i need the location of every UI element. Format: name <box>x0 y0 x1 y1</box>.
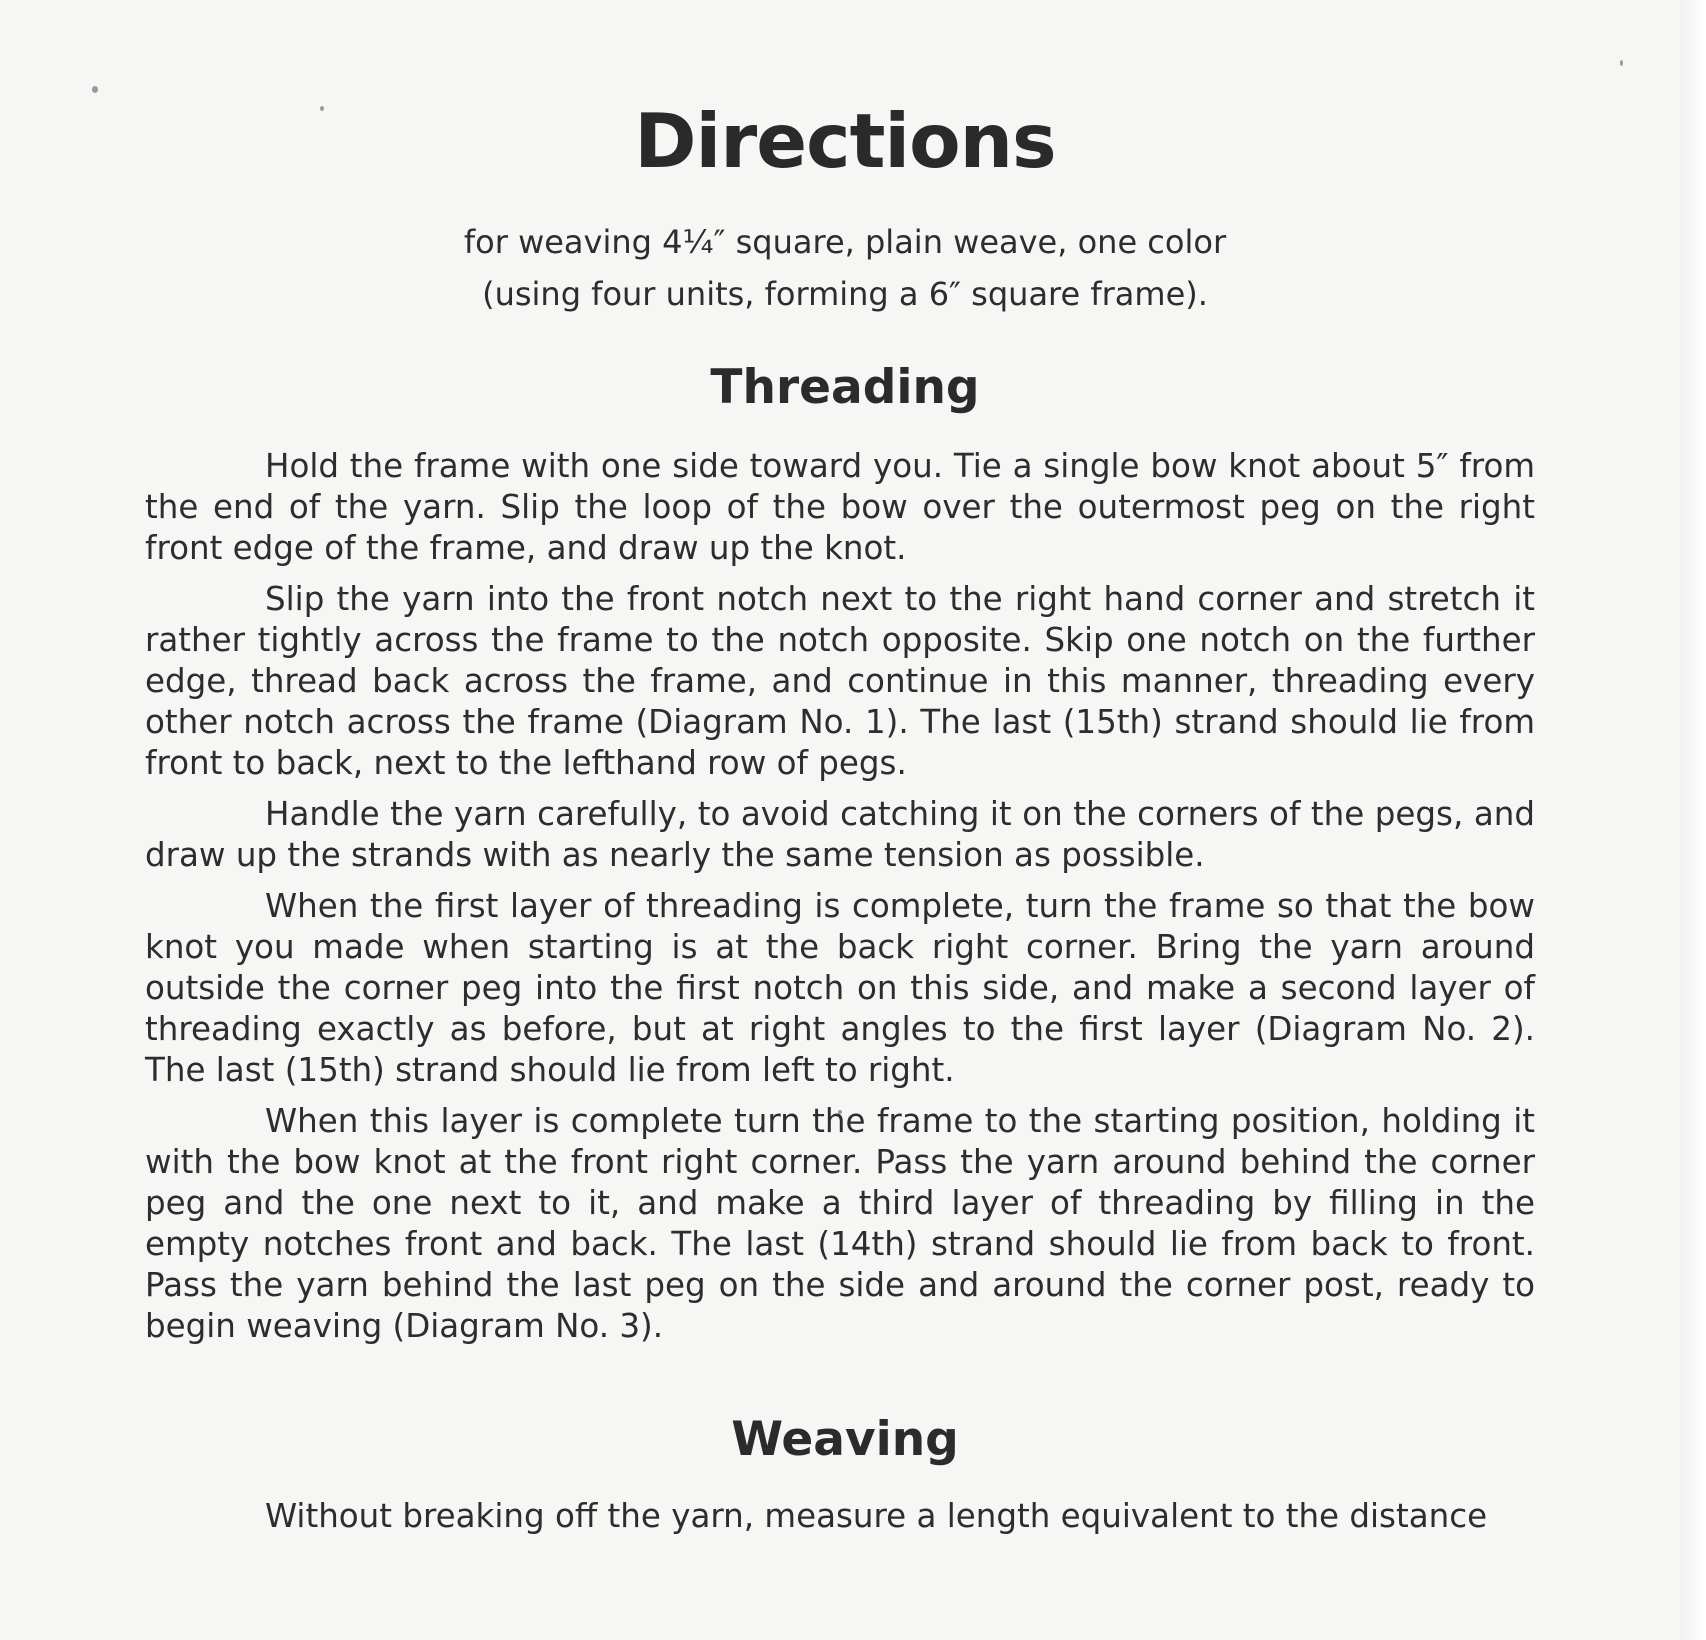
page-title: Directions <box>634 97 1056 185</box>
subtitle-line: (using four units, forming a 6″ square frame). <box>482 275 1208 313</box>
paragraph: Handle the yarn carefully, to avoid catching it on the corners of the pegs, and draw up the strands with as nearly the same tension as possible. <box>145 795 1535 874</box>
paragraph: When this layer is complete turn the frame to the starting position, holding it with the bow knot at the front right corner. Pass the yarn around behind the corner peg and the one next to it, and make a third layer of threading by filling in the empty notches front and back. The last (14th) strand should lie from back to front. Pass the yarn behind the last peg on the side and around the corner post, ready to begin weaving (Diagram No. 3). <box>145 1102 1535 1345</box>
paragraph: When the first layer of threading is complete, turn the frame so that the bow knot you made when starting is at the back right corner. Bring the yarn around outside the corner peg into the first notch on this side, and make a second layer of threading exactly as before, but at right angles to the first layer (Diagram No. 2). The last (15th) strand should lie from left to right. <box>145 887 1535 1089</box>
weaving-body <box>145 1496 1535 1547</box>
paragraph: Hold the frame with one side toward you. Tie a single bow knot about 5″ from the end of the yarn. Slip the loop of the bow over the outermost peg on the right front edge of the frame, and draw up the knot. <box>145 447 1535 567</box>
paper-speck <box>92 86 98 93</box>
paragraph: Without breaking off the yarn, measure a length equivalent to the distance <box>265 1497 1488 1535</box>
section-heading-threading: Threading <box>710 360 980 415</box>
paper-speck <box>1620 60 1623 66</box>
subtitle <box>0 216 1690 320</box>
threading-body <box>145 446 1535 1357</box>
paragraph: Slip the yarn into the front notch next to the right hand corner and stretch it rather tightly across the frame to the notch opposite. Skip one notch on the further edge, thread back across the frame, and continue in this manner, threading every other notch across the frame (Diagram No. 1). The last (15th) strand should lie from front to back, next to the lefthand row of pegs. <box>145 580 1535 782</box>
subtitle-line: for weaving 4¼″ square, plain weave, one color <box>463 223 1227 261</box>
section-heading-weaving: Weaving <box>731 1412 959 1467</box>
